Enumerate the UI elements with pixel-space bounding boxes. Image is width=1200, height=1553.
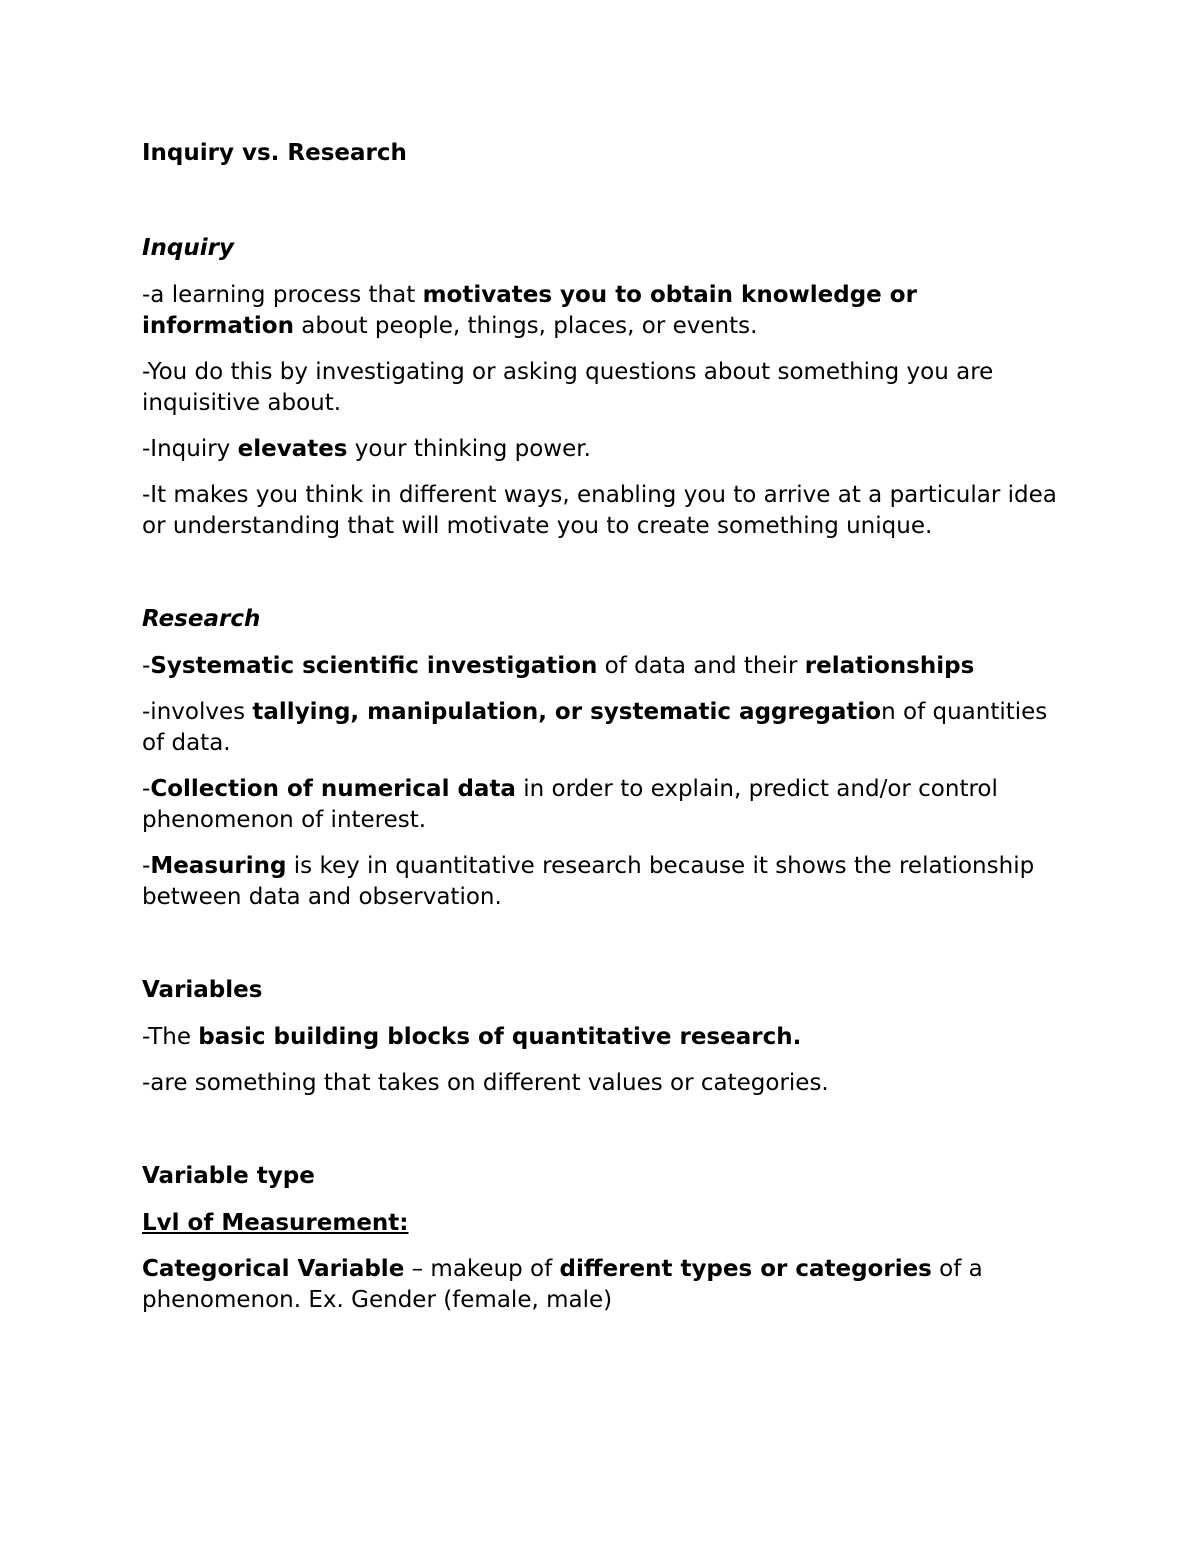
section-heading-research: Research: [142, 606, 261, 632]
bold-text: tallying, manipulation, or systematic aggregatio: [252, 699, 882, 725]
text-span: -: [142, 853, 151, 879]
research-paragraph-2: [142, 697, 1072, 759]
research-paragraph-4: [142, 851, 1072, 913]
text-span: -Inquiry: [142, 436, 238, 462]
text-span: – makeup of: [404, 1256, 560, 1282]
bold-text: basic building blocks of quantitative research.: [198, 1024, 802, 1050]
variable-type-paragraph-1: [142, 1254, 1072, 1316]
section-heading-inquiry: Inquiry: [142, 235, 234, 261]
text-span: n of quantities of data.: [142, 699, 1048, 756]
variables-paragraph-1: [142, 1022, 1072, 1053]
subheading-level-of-measurement: Lvl of Measurement:: [142, 1210, 409, 1236]
bold-text: Systematic scientific investigation: [150, 653, 598, 679]
text-span: your thinking power.: [347, 436, 591, 462]
text-span: about people, things, places, or events.: [293, 313, 758, 339]
inquiry-paragraph-1: [142, 280, 1072, 342]
research-paragraph-1: [142, 651, 1072, 682]
text-span: is key in quantitative research because it shows the relationship between data and observation.: [142, 853, 1035, 910]
bold-text: motivates you to obtain knowledge or information: [142, 282, 917, 339]
bold-text: different types or categories: [559, 1256, 932, 1282]
bold-text: elevates: [237, 436, 348, 462]
bold-text: Measuring: [150, 853, 287, 879]
section-heading-variable-type: Variable type: [142, 1163, 315, 1189]
variables-paragraph-2: -are something that takes on different values or categories.: [142, 1070, 829, 1096]
text-span: -: [142, 653, 151, 679]
research-paragraph-3: [142, 774, 1072, 836]
section-heading-variables: Variables: [142, 977, 263, 1003]
text-span: of a phenomenon. Ex. Gender (female, male): [142, 1256, 983, 1313]
document-page: [142, 138, 1072, 1316]
text-span: -involves: [142, 699, 253, 725]
bold-text: relationships: [804, 653, 975, 679]
inquiry-paragraph-2: -You do this by investigating or asking questions about something you are inquisitive about.: [142, 359, 994, 416]
inquiry-paragraph-4: -It makes you think in different ways, enabling you to arrive at a particular idea or understanding that will motivate you to create something unique.: [142, 482, 1057, 539]
text-span: -a learning process that: [142, 282, 423, 308]
text-span: of data and their: [597, 653, 805, 679]
bold-text: Categorical Variable: [142, 1256, 405, 1282]
text-span: in order to explain, predict and/or control phenomenon of interest.: [142, 776, 998, 833]
document-title: Inquiry vs. Research: [142, 140, 407, 166]
bold-text: Collection of numerical data: [150, 776, 516, 802]
inquiry-paragraph-3: [142, 434, 1072, 465]
text-span: -The: [142, 1024, 199, 1050]
text-span: -: [142, 776, 151, 802]
